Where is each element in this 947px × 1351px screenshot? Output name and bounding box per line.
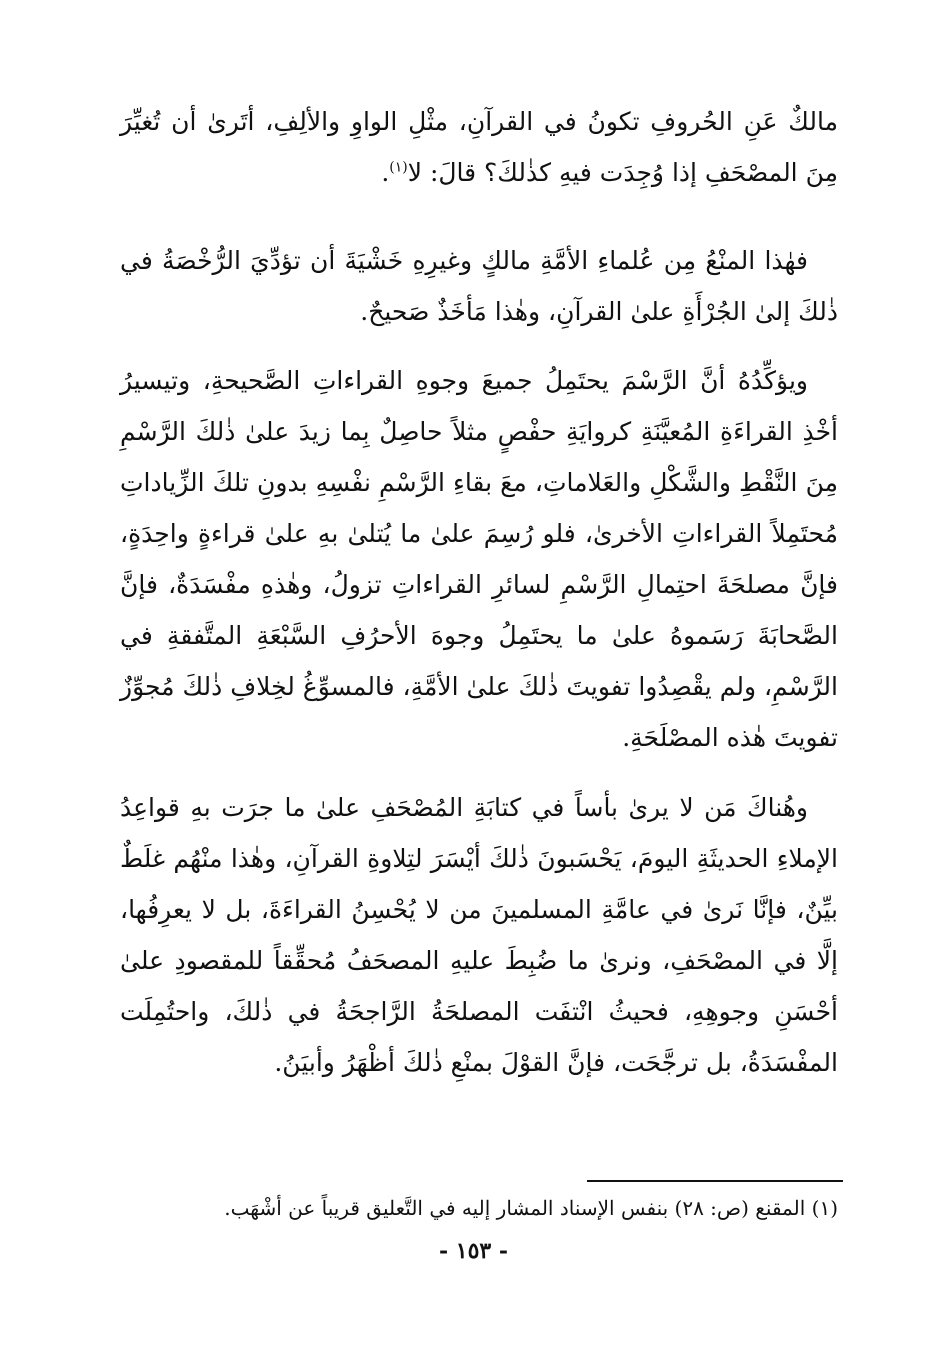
footnote-reference: (١) [389, 159, 408, 176]
paragraph-4: وهُناكَ مَن لا يرىٰ بأساً في كتابَةِ المُصْحَفِ علىٰ ما جرَت بهِ قواعِدُ الإملاءِ الحديثَةِ اليومَ، يَحْسَبونَ ذٰلكَ أيْسَرَ لتِلاوةِ القرآنِ، وهٰذا منْهُم غلَطٌ بيِّنٌ، فإنَّا نَرىٰ في عامَّةِ المسلمينَ من لا يُحْسِنُ القراءَةَ، بل لا يعرِفُها، إلَّا في المصْحَفِ، ونرىٰ ما ضُبِطَ عليهِ المصحَفُ مُحقِّقاً للمقصودِ علىٰ أحْسَنِ وجوهِهِ، فحيثُ انْتفَت المصلحَةُ الرَّاجحَةُ في ذٰلكَ، واحتُمِلَت المفْسَدَةُ، بل ترجَّحَت، فإنَّ القوْلَ بمنْعِ ذٰلكَ أظْهَرُ وأبيَنُ. [120, 793, 838, 1077]
paragraph-1-text: مالكٌ عَنِ الحُروفِ تكونُ في القرآنِ، مثْلِ الواوِ والألِفِ، أتَرىٰ أن تُغيِّرَ مِنَ المصْحَفِ إذا وُجِدَت فيهِ كذٰلكَ؟ قالَ: لا [120, 107, 838, 187]
paragraph-1-end: . [381, 158, 390, 187]
footnote-divider [587, 1180, 843, 1182]
page-number: - ١٥٣ - [438, 1238, 509, 1264]
paragraph-3: ويؤكِّدُهُ أنَّ الرَّسْمَ يحتَمِلُ جميعَ وجوهِ القراءاتِ الصَّحيحةِ، وتيسيرُ أخْذِ القراءَةِ المُعيَّنَةِ كروايَةِ حفْصٍ مثلاً حاصِلٌ بِما زيدَ علىٰ ذٰلكَ الرَّسْمِ مِنَ النَّقْطِ والشَّكْلِ والعَلاماتِ، معَ بقاءِ الرَّسْمِ نفْسِهِ بدونِ تلكَ الزِّياداتِ مُحتَمِلاً القراءاتِ الأخرىٰ، فلو رُسِمَ علىٰ ما يُتلىٰ بهِ علىٰ قراءةٍ واحِدَةٍ، فإنَّ مصلحَةَ احتِمالِ الرَّسْمِ لسائرِ القراءاتِ تزولُ، وهٰذهِ مفْسَدَةٌ، فإنَّ الصَّحابَةَ رَسَموهُ علىٰ ما يحتَمِلُ وجوهَ الأحرُفِ السَّبْعَةِ المتَّفقةِ في الرَّسْمِ، ولم يقْصِدُوا تفويتَ ذٰلكَ علىٰ الأمَّةِ، فالمسوِّغُ لخِلافِ ذٰلكَ مُجوِّزٌ تفويتَ هٰذه المصْلَحَةِ. [120, 366, 838, 752]
footnote: (١) المقنع (ص: ٢٨) بنفس الإسناد المشار إليه في التَّعليق قريباً عن أشْهَب. [224, 1196, 838, 1220]
paragraph-2: فهٰذا المنْعُ مِن عُلماءِ الأمَّةِ مالكٍ وغيرِهِ خَشْيَةَ أن تؤدِّيَ الرُّخْصَةُ في ذٰلكَ إلىٰ الجُرْأَةِ علىٰ القرآنِ، وهٰذا مَأخَذٌ صَحيحٌ. [120, 246, 838, 326]
paragraph-1 [120, 96, 838, 198]
